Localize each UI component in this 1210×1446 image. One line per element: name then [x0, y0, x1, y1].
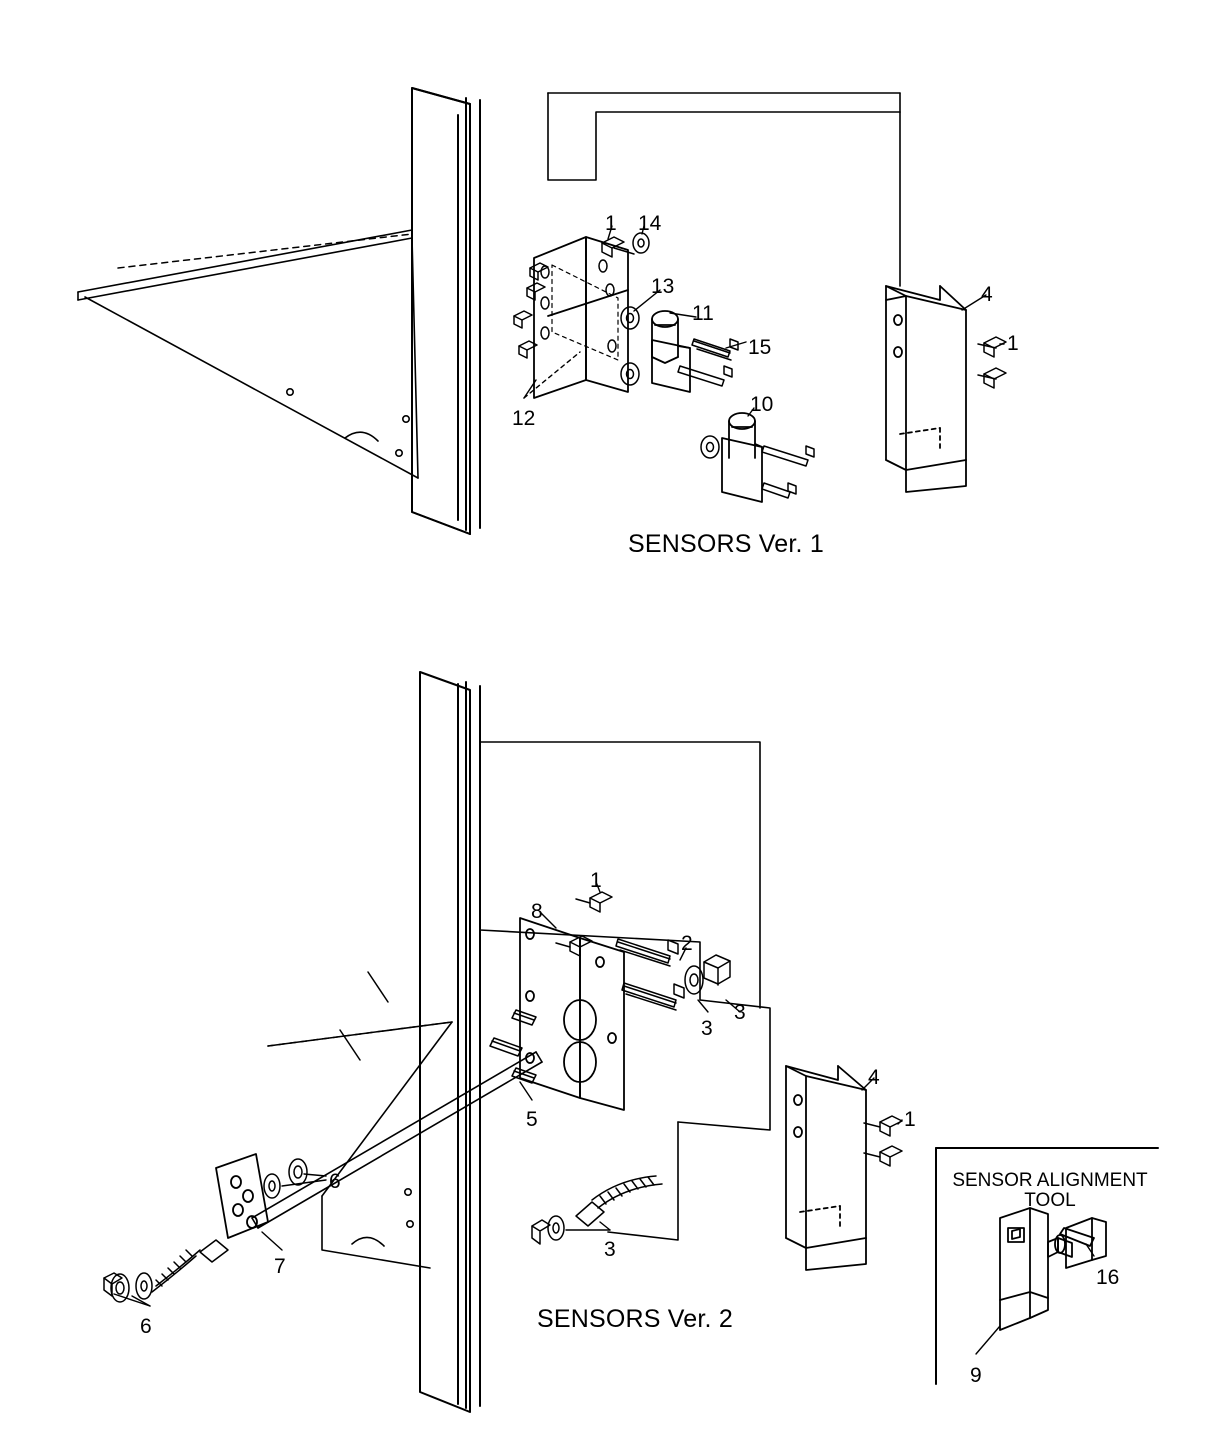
callout-top-10: 10: [750, 393, 774, 416]
spacer-item5-a: [512, 1010, 536, 1025]
screws-lower-top: [678, 366, 814, 498]
spacer-item5-c: [512, 1068, 536, 1083]
leader-lines-top: [524, 226, 1004, 416]
callout-bottom-7: 7: [274, 1255, 286, 1278]
callout-bottom-3a: 3: [734, 1001, 746, 1024]
caption-sensors-ver-1: SENSORS Ver. 1: [628, 530, 824, 558]
machine-frame-bottom: [420, 672, 480, 1412]
leader-lines-bottom: [114, 882, 1094, 1354]
receiver-plate-item7: [216, 1154, 268, 1238]
caption-sensors-ver-2: SENSORS Ver. 2: [537, 1305, 733, 1333]
tool-box-title-line1: SENSOR ALIGNMENT: [952, 1170, 1148, 1191]
bracket-item4-top: [886, 286, 966, 492]
leader-dashed-top: [118, 234, 412, 268]
sensor-cable-item7: [152, 1240, 228, 1292]
nut-item3-right: [704, 955, 730, 985]
sensor-mount-plate-bottom: [520, 918, 624, 1110]
bolt-item1-bracket-bottom: [864, 1116, 902, 1166]
receiver-arm: [252, 1052, 542, 1228]
callout-bottom-9: 9: [970, 1364, 982, 1387]
washer-item13-top: [621, 307, 639, 329]
threaded-rod-lower: [622, 983, 684, 1010]
callout-top-4: 4: [981, 283, 993, 306]
emitter-cable-item3: [532, 1176, 662, 1244]
machine-frame-top: [412, 88, 480, 534]
callout-bottom-3c: 3: [604, 1238, 616, 1261]
alignment-tool-item9: [1000, 1208, 1094, 1330]
callout-bottom-8: 8: [531, 900, 543, 923]
sensor-body-item10: [722, 413, 762, 502]
callout-top-11: 11: [692, 302, 714, 325]
screw-item15-top: [692, 339, 738, 360]
bracket-item4-bottom: [786, 1066, 866, 1270]
spacer-item5-b: [490, 1038, 522, 1056]
callout-bottom-6a: 6: [329, 1170, 341, 1193]
washer-item6-upper: [264, 1159, 307, 1198]
callout-bottom-1a: 1: [590, 869, 602, 892]
callout-top-1b: 1: [1007, 332, 1019, 355]
callout-bottom-3b: 3: [701, 1017, 713, 1040]
callout-top-12: 12: [512, 407, 536, 430]
washer-mid-top: [621, 363, 639, 385]
callout-top-13: 13: [651, 275, 675, 298]
threaded-rod-upper: [616, 939, 678, 966]
hatch-lines-bottom: [268, 972, 452, 1060]
callout-bottom-4: 4: [868, 1066, 880, 1089]
callout-bottom-16: 16: [1096, 1266, 1120, 1289]
tool-box-title-line2: TOOL: [1024, 1190, 1076, 1211]
washer-item6-lower: [104, 1273, 152, 1302]
callout-top-14: 14: [638, 212, 662, 235]
sensor-mount-plate-top: [534, 237, 628, 398]
callout-bottom-2: 2: [681, 932, 693, 955]
callout-top-15: 15: [748, 336, 772, 359]
callout-bottom-6b: 6: [140, 1315, 152, 1338]
callout-top-1a: 1: [605, 212, 617, 235]
washer-item14-top: [633, 233, 649, 253]
callout-bottom-5: 5: [526, 1108, 538, 1131]
cover-outline-top: [548, 93, 900, 286]
callout-bottom-1b: 1: [904, 1108, 916, 1131]
sensor-body-item11: [652, 311, 690, 392]
washer-low-top: [701, 436, 719, 458]
